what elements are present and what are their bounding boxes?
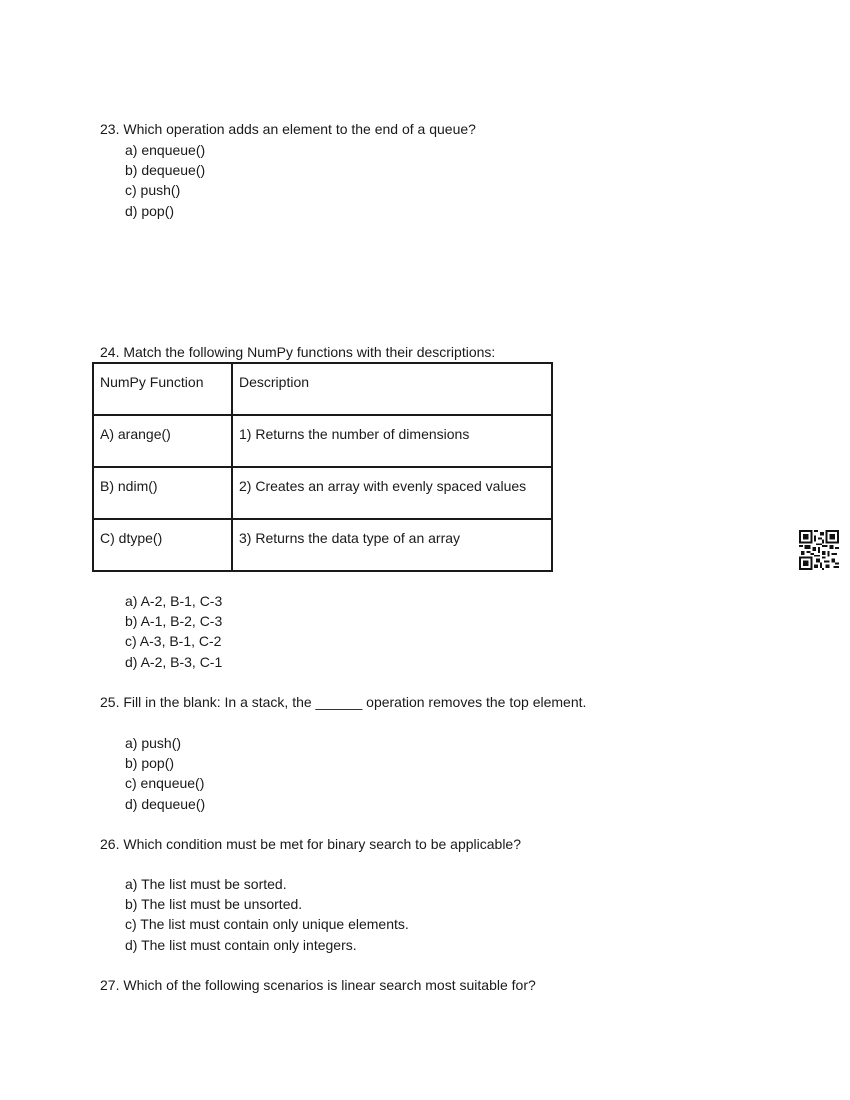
option-b: b) The list must be unsorted. [125, 896, 303, 913]
option-d: d) dequeue() [125, 795, 206, 812]
option-b: b) dequeue() [125, 162, 206, 179]
table-cell: C) dtype() [93, 519, 232, 571]
option-a: a) push() [125, 735, 182, 751]
table-cell: 3) Returns the data type of an array [232, 519, 552, 571]
table-header-function: NumPy Function [93, 363, 232, 415]
question-23-options [125, 140, 205, 221]
question-26: 26. Which condition must be met for binary search to be applicable? [100, 836, 522, 852]
option-c: c) push() [125, 182, 181, 199]
question-23: 23. Which operation adds an element to the end of a queue? [100, 121, 476, 137]
table-cell: A) arange() [93, 415, 232, 467]
question-24: 24. Match the following NumPy functions with their descriptions: [100, 344, 496, 360]
question-25-options [125, 733, 205, 814]
table-row [93, 519, 552, 571]
option-c: c) enqueue() [125, 775, 205, 792]
match-table [92, 362, 553, 572]
table-row [93, 467, 552, 519]
option-a: a) The list must be sorted. [125, 876, 287, 892]
qr-code-icon [799, 530, 839, 570]
table-cell: 1) Returns the number of dimensions [232, 415, 552, 467]
question-25: 25. Fill in the blank: In a stack, the ______ operation removes the top element. [100, 694, 587, 710]
option-b: b) pop() [125, 755, 175, 772]
option-c: c) The list must contain only unique elements. [125, 916, 409, 933]
table-row [93, 415, 552, 467]
question-24-options [125, 591, 222, 672]
table-header-row [93, 363, 552, 415]
option-d: d) pop() [125, 202, 175, 219]
table-cell: 2) Creates an array with evenly spaced values [232, 467, 552, 519]
question-26-options [125, 874, 409, 955]
option-a: a) enqueue() [125, 142, 206, 158]
table-header-description: Description [232, 363, 552, 415]
option-d: d) The list must contain only integers. [125, 936, 357, 953]
option-b: b) A-1, B-2, C-3 [125, 613, 223, 630]
table-cell: B) ndim() [93, 467, 232, 519]
option-c: c) A-3, B-1, C-2 [125, 633, 222, 650]
question-27: 27. Which of the following scenarios is linear search most suitable for? [100, 977, 536, 993]
option-a: a) A-2, B-1, C-3 [125, 593, 223, 609]
option-d: d) A-2, B-3, C-1 [125, 653, 223, 670]
